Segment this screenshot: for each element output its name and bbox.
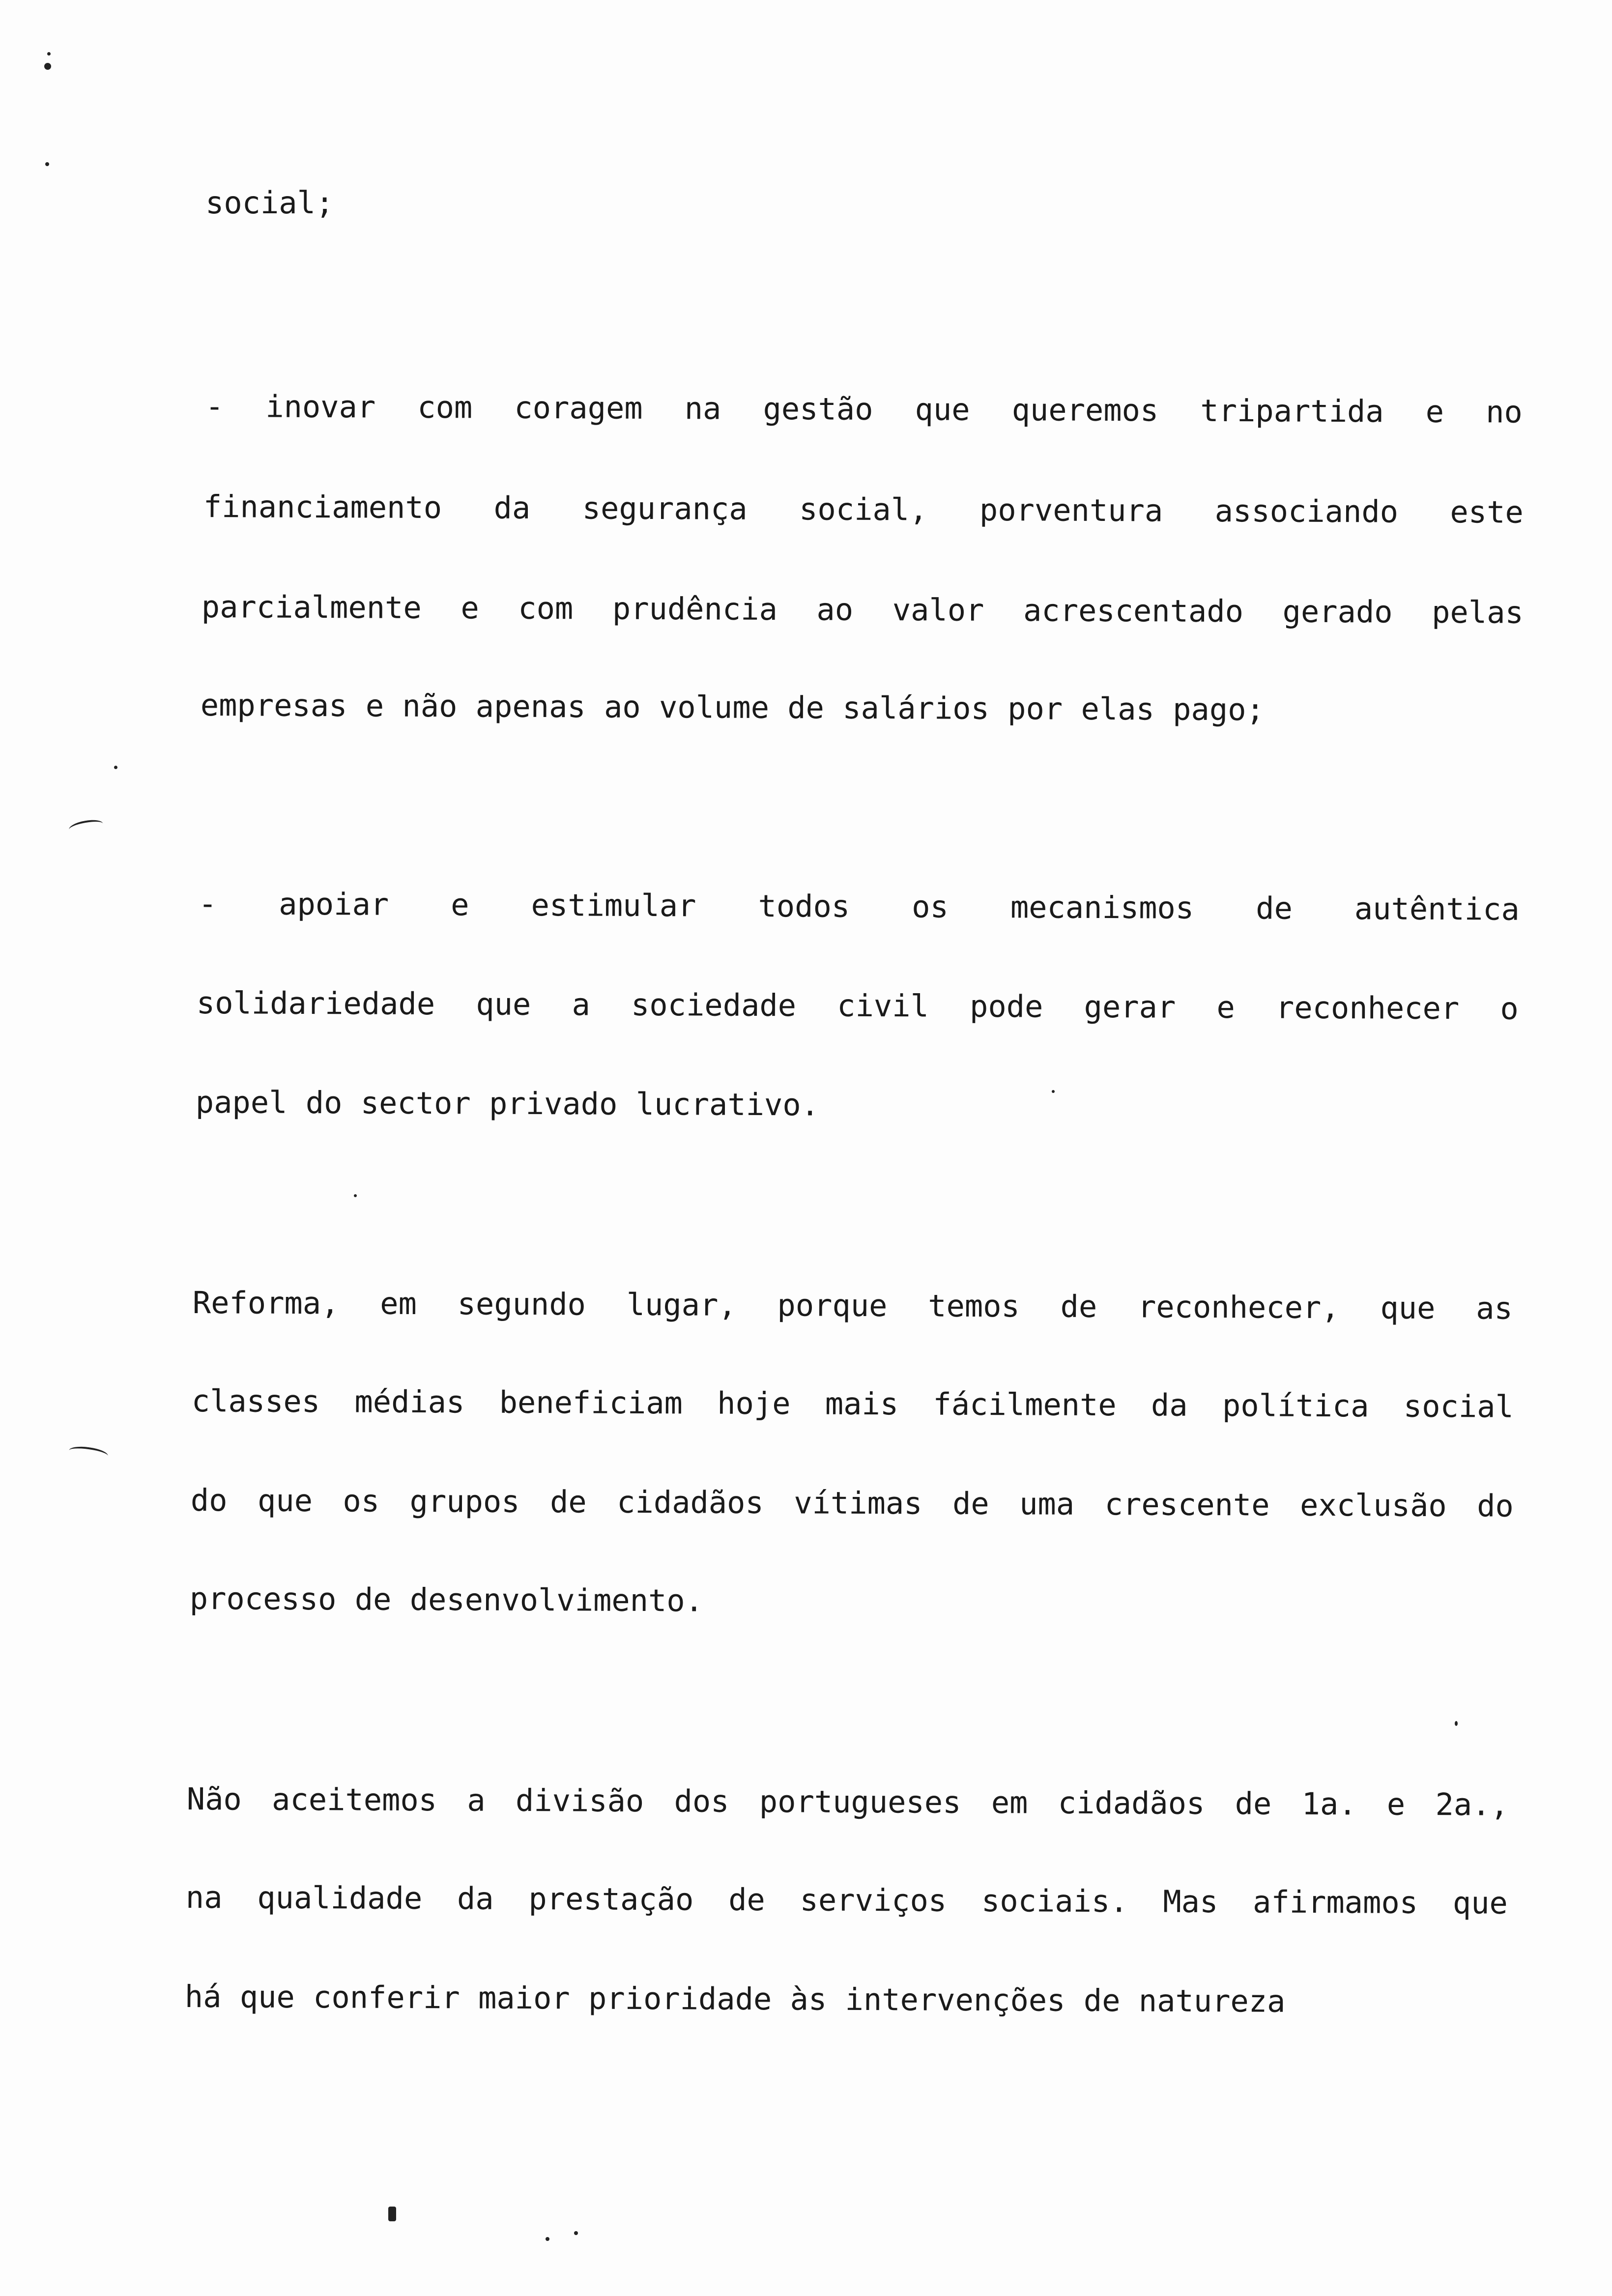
text-line: - apoiar e estimular todos os mecanismos de autêntica <box>198 886 1520 927</box>
scan-speck <box>354 1194 357 1197</box>
text-line: do que os grupos de cidadãos vítimas de uma crescente exclusão do <box>190 1482 1514 1524</box>
scan-speck <box>1455 1721 1458 1726</box>
text-line: na qualidade da prestação de serviços sociais. Mas afirmamos que <box>185 1879 1508 1921</box>
text-line: papel do sector privado lucrativo. <box>195 1084 820 1123</box>
scan-speck <box>546 2237 549 2241</box>
text-line: Reforma, em segundo lugar, porque temos de reconhecer, que as <box>192 1285 1513 1326</box>
text-line: há que conferir maior prioridade às intervenções de natureza <box>184 1979 1286 2019</box>
text-line: - inovar com coragem na gestão que queremos tripartida e no <box>205 388 1523 430</box>
scan-speck <box>1052 1090 1055 1093</box>
text-line: Não aceitemos a divisão dos portugueses em cidadãos de 1a. e 2a., <box>186 1781 1509 1823</box>
text-line: financiamento da segurança social, porventura associando este <box>203 488 1524 530</box>
text-line: parcialmente e com prudência ao valor acrescentado gerado pelas <box>201 589 1524 631</box>
scan-mark <box>68 1445 109 1462</box>
text-line: empresas e não apenas ao volume de salários por elas pago; <box>200 687 1265 728</box>
text-line: classes médias beneficiam hoje mais fácilmente da política social <box>191 1383 1514 1425</box>
text-line: solidariedade que a sociedade civil pode gerar e reconhecer o <box>196 985 1519 1027</box>
scan-speck <box>45 162 49 166</box>
text-line: processo de desenvolvimento. <box>189 1580 704 1619</box>
scan-mark <box>68 818 104 835</box>
scan-speck <box>47 52 51 56</box>
scan-speck <box>574 2231 578 2235</box>
scan-speck <box>388 2207 396 2221</box>
scan-speck <box>44 63 51 70</box>
scan-speck <box>114 766 117 769</box>
text-line: social; <box>205 185 334 221</box>
